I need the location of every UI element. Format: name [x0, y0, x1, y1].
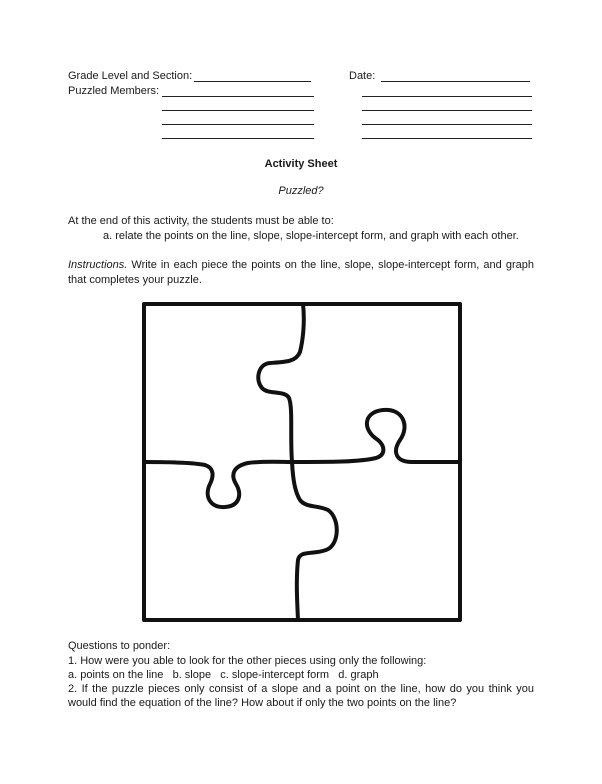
puzzle-seam-right	[292, 410, 460, 462]
puzzle-seam-top	[258, 304, 304, 462]
questions-heading: Questions to ponder:	[68, 640, 171, 652]
question-2: 2. If the puzzle pieces only consist of a slope and a point on the line, how do you think you would find the equation of the line? How about if only the two points on the line?	[68, 683, 534, 709]
question-1-options: a. points on the line b. slope c. slope-intercept form d. graph	[68, 669, 379, 681]
instructions-label: Instructions.	[68, 259, 128, 271]
grade-section-label: Grade Level and Section:	[68, 70, 193, 82]
question-1: 1. How were you able to look for the other pieces using only the following:	[68, 655, 427, 667]
puzzle-seam-bottom	[292, 462, 337, 620]
instructions-text: Write in each piece the points on the line, slope, slope-intercept form, and graph that completes your puzzle.	[68, 259, 534, 286]
puzzle-seam-left	[144, 462, 292, 507]
objective-item-a: a. relate the points on the line, slope, slope-intercept form, and graph with each other.	[103, 230, 519, 242]
objective-intro: At the end of this activity, the students must be able to:	[68, 215, 334, 227]
page-title: Activity Sheet	[264, 158, 338, 170]
page-subtitle: Puzzled?	[278, 185, 324, 197]
puzzled-members-label: Puzzled Members:	[68, 85, 160, 97]
date-label: Date:	[349, 70, 376, 82]
